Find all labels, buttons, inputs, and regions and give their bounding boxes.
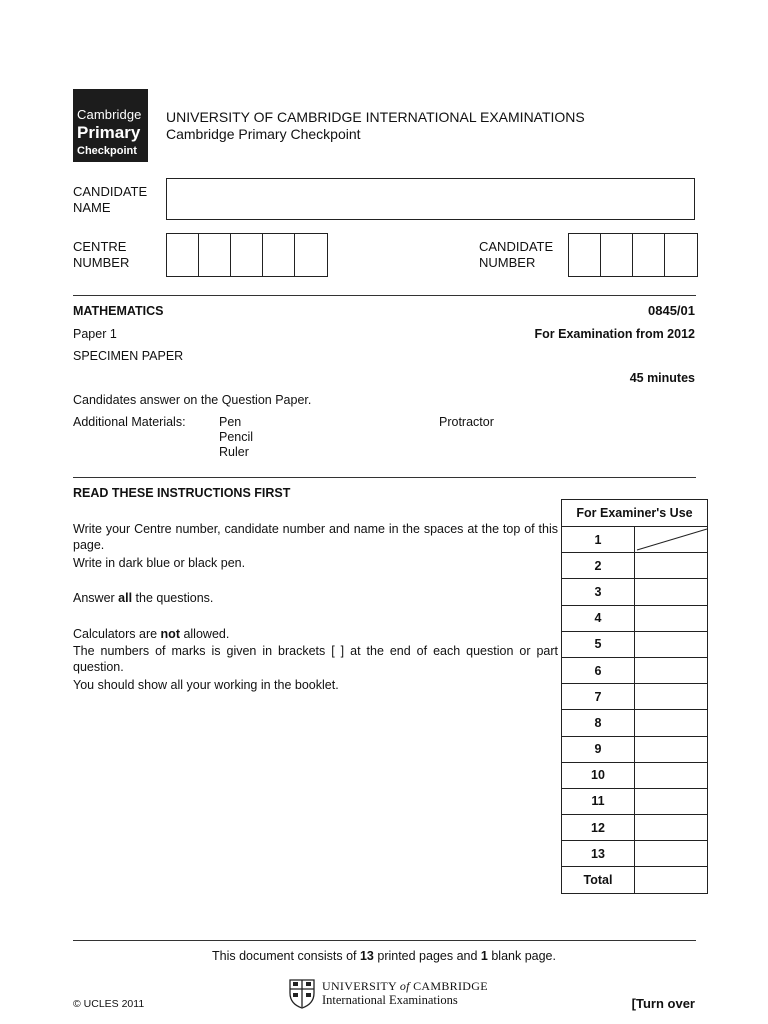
copyright: © UCLES 2011 — [73, 998, 145, 1010]
instruction-4-bold: not — [160, 627, 180, 641]
pages-count: 13 — [359, 949, 374, 963]
score-cell[interactable] — [635, 710, 708, 736]
strike-line — [635, 527, 709, 552]
logo-line-1: Cambridge — [77, 107, 142, 122]
divider — [73, 295, 696, 296]
centre-number-label — [73, 239, 129, 271]
score-cell[interactable] — [635, 815, 708, 841]
candidate-number-label-line1: CANDIDATE — [479, 239, 554, 254]
programme-title: Cambridge Primary Checkpoint — [166, 126, 361, 142]
page-count-notice — [0, 949, 768, 963]
duration: 45 minutes — [629, 371, 695, 385]
university-of-cambridge-logo — [289, 977, 488, 1011]
materials-label: Additional Materials: — [73, 415, 186, 429]
candidate-number-cell[interactable] — [665, 234, 697, 276]
question-number: 3 — [562, 579, 635, 605]
question-number: 10 — [562, 762, 635, 788]
candidate-number-field[interactable] — [568, 233, 698, 277]
material-item-protractor: Protractor — [439, 415, 494, 429]
instruction-4 — [73, 626, 558, 642]
score-cell[interactable] — [635, 736, 708, 762]
question-number: 5 — [562, 631, 635, 657]
uc-word: UNIVERSITY — [322, 979, 397, 993]
instruction-6: You should show all your working in the booklet. — [73, 678, 339, 692]
question-number: 6 — [562, 657, 635, 683]
score-cell[interactable] — [635, 684, 708, 710]
uc-word: CAMBRIDGE — [413, 979, 488, 993]
centre-number-label-line1: CENTRE — [73, 239, 127, 254]
material-item: Pencil — [219, 430, 254, 444]
examiner-use-table — [561, 499, 708, 894]
logo-line-2: Primary — [77, 123, 141, 142]
total-label: Total — [562, 867, 635, 893]
centre-number-cell[interactable] — [231, 234, 263, 276]
score-cell[interactable] — [635, 762, 708, 788]
centre-number-cell[interactable] — [295, 234, 327, 276]
cambridge-primary-checkpoint-logo — [73, 89, 148, 162]
instruction-5: The numbers of marks is given in brackets [ ] at the end of each question or part question. — [73, 644, 558, 674]
pages-text: printed pages and — [373, 949, 481, 963]
candidate-name-label-line1: CANDIDATE — [73, 184, 148, 199]
answer-instruction: Candidates answer on the Question Paper. — [73, 393, 312, 407]
turn-over: [Turn over — [631, 996, 695, 1011]
candidate-number-cell[interactable] — [633, 234, 665, 276]
centre-number-label-line2: NUMBER — [73, 255, 130, 270]
materials-list — [219, 415, 253, 460]
subject: MATHEMATICS — [73, 304, 164, 318]
divider — [73, 477, 696, 478]
question-number: 7 — [562, 684, 635, 710]
candidate-number-cell[interactable] — [601, 234, 633, 276]
score-cell[interactable] — [635, 579, 708, 605]
instruction-3-bold: all — [118, 591, 133, 605]
score-cell[interactable] — [635, 841, 708, 867]
score-cell[interactable] — [635, 788, 708, 814]
paper-code: 0845/01 — [648, 303, 695, 318]
score-cell[interactable] — [635, 553, 708, 579]
candidate-name-field[interactable] — [166, 178, 695, 220]
question-number: 13 — [562, 841, 635, 867]
question-number: 1 — [562, 527, 635, 553]
pages-text: This document consists of — [212, 949, 360, 963]
centre-number-cell[interactable] — [167, 234, 199, 276]
question-number: 9 — [562, 736, 635, 762]
centre-number-cell[interactable] — [263, 234, 295, 276]
uc-line-1 — [322, 979, 488, 994]
total-cell[interactable] — [635, 867, 708, 893]
logo-line-3: Checkpoint — [77, 145, 137, 157]
exam-board-title: UNIVERSITY OF CAMBRIDGE INTERNATIONAL EXAMINATIONS — [166, 109, 585, 125]
score-cell[interactable] — [635, 605, 708, 631]
candidate-number-cell[interactable] — [569, 234, 601, 276]
blank-count: 1 — [480, 949, 488, 963]
candidate-name-label-line2: NAME — [73, 200, 111, 215]
instruction-1: Write your Centre number, candidate number and name in the spaces at the top of this page. — [73, 522, 558, 552]
paper-number: Paper 1 — [73, 327, 117, 341]
instruction-3-post: the questions. — [132, 591, 214, 605]
divider — [73, 940, 696, 941]
question-number: 12 — [562, 815, 635, 841]
instruction-3 — [73, 590, 558, 606]
exam-from: For Examination from 2012 — [534, 327, 695, 341]
instruction-4-pre: Calculators are — [73, 627, 161, 641]
uc-line-2: International Examinations — [322, 993, 458, 1007]
material-item: Ruler — [219, 445, 249, 459]
score-cell[interactable] — [635, 631, 708, 657]
candidate-name-label — [73, 184, 147, 216]
centre-number-cell[interactable] — [199, 234, 231, 276]
examiner-table-heading: For Examiner's Use — [562, 500, 708, 527]
candidate-number-label-line2: NUMBER — [479, 255, 536, 270]
pages-text: blank page. — [487, 949, 556, 963]
score-cell[interactable] — [635, 657, 708, 683]
question-number: 2 — [562, 553, 635, 579]
centre-number-field[interactable] — [166, 233, 328, 277]
uc-word: of — [399, 979, 410, 993]
instruction-4-post: allowed. — [179, 627, 230, 641]
instructions-heading: READ THESE INSTRUCTIONS FIRST — [73, 486, 291, 500]
material-item: Pen — [219, 415, 242, 429]
score-cell-struck — [635, 527, 708, 553]
question-number: 11 — [562, 788, 635, 814]
instruction-3-pre: Answer — [73, 591, 119, 605]
question-number: 4 — [562, 605, 635, 631]
crest-icon — [289, 979, 315, 1009]
question-number: 8 — [562, 710, 635, 736]
paper-type: SPECIMEN PAPER — [73, 349, 184, 363]
instruction-2: Write in dark blue or black pen. — [73, 556, 246, 570]
candidate-number-label — [479, 239, 553, 271]
